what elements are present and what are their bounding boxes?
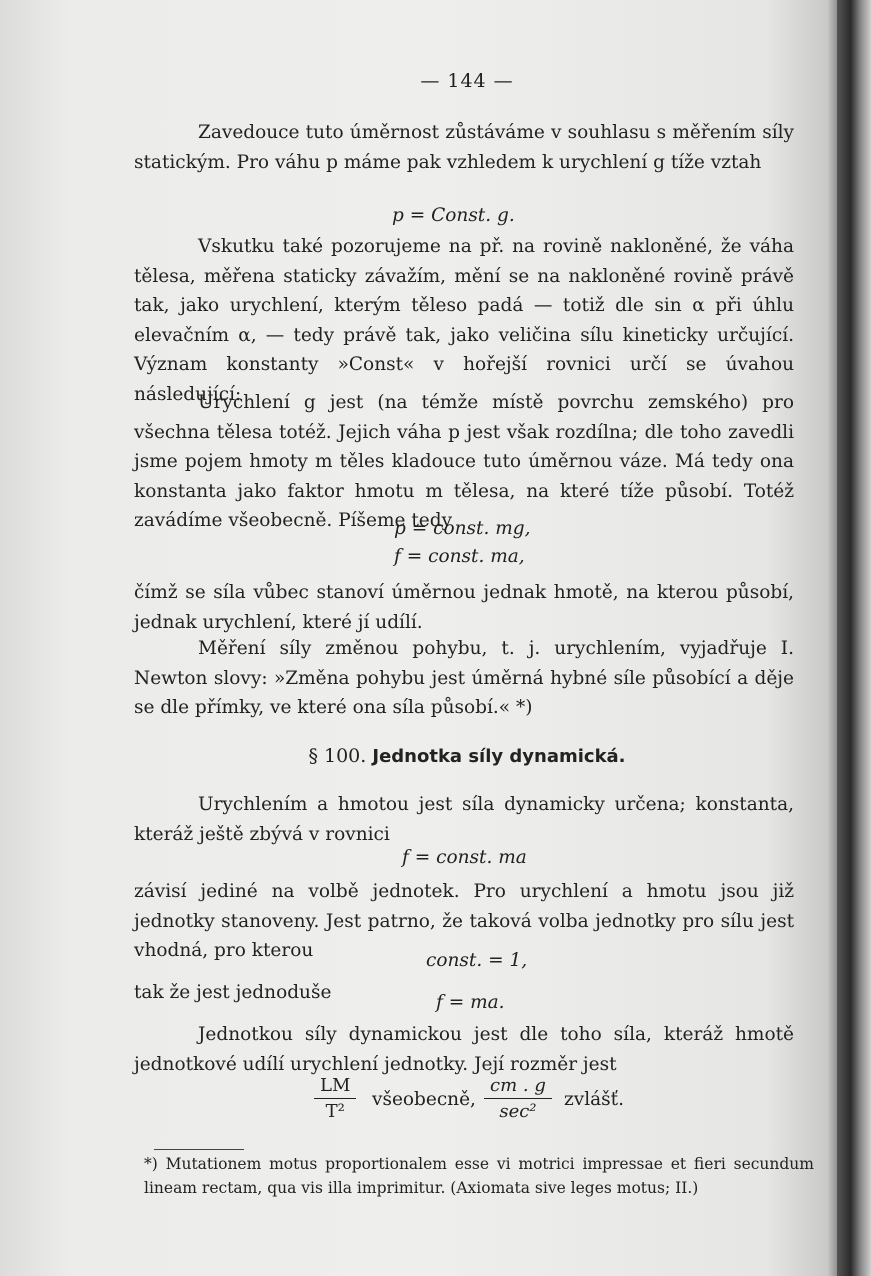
paragraph-6: Urychlením a hmotou jest síla dynamicky určena; konstanta, kteráž ještě zbývá v rovnici xyxy=(134,794,794,845)
equation-4: f = const. ma xyxy=(402,847,527,868)
paragraph-4-block xyxy=(134,578,794,637)
paragraph-5-block xyxy=(134,634,794,723)
paragraph-1-block xyxy=(134,118,794,177)
paragraph-2-block xyxy=(134,232,794,409)
paragraph-1: Zavedouce tuto úměrnost zůstáváme v souhlasu s měřením síly statickým. Pro váhu p máme pak vzhledem k urychlení g tíže vztah xyxy=(134,122,794,173)
section-number: § 100. xyxy=(308,745,367,767)
paragraph-5: Měření síly změnou pohybu, t. j. urychlením, vyjadřuje I. Newton slovy: »Změna pohybu jest úměrná hybné síle působící a děje se dle přímky, ve které ona síla působí.« *) xyxy=(134,638,794,718)
label-specific: zvlášť. xyxy=(564,1089,624,1110)
paragraph-4: čímž se síla vůbec stanoví úměrnou jednak hmotě, na kterou působí, jednak urychlení, které jí udílí. xyxy=(134,582,794,633)
paragraph-3-block xyxy=(134,388,794,536)
label-general: všeobecně, xyxy=(372,1089,476,1110)
paragraph-9-block xyxy=(134,1020,794,1079)
paragraph-7: závisí jediné na volbě jednotek. Pro urychlení a hmotu jsou již jednotky stanoveny. Jest patrno, že taková volba jednotky pro sílu jest vhodná, pro kterou xyxy=(134,881,794,961)
fraction-specific-numerator: cm . g xyxy=(484,1075,552,1099)
paragraph-2: Vskutku také pozorujeme na př. na rovině nakloněné, že váha tělesa, měřena staticky závažím, mění se na nakloněné rovině právě tak, jako urychlení, kterým těleso padá — totiž dle sin α při úhlu elevačním α, — tedy právě tak, jako veličina sílu kineticky určující. Význam konstanty »Const« v hořejší rovnici určí se úvahou následující: xyxy=(134,236,794,405)
equation-1: p = Const. g. xyxy=(392,205,515,226)
footnote-rule xyxy=(154,1149,244,1150)
paragraph-8: tak že jest jednoduše xyxy=(134,982,332,1003)
paragraph-3: Urychlení g jest (na témže místě povrchu zemského) pro všechna tělesa totéž. Jejich váha p jest však rozdílna; dle toho zavedli jsme pojem hmoty m těles kladouce tuto úměrnou váze. Má tedy ona konstanta jako faktor hmotu m tělesa, na které tíže působí. Totéž zavádíme všeobecně. Píšeme tedy xyxy=(134,392,794,531)
footnote: *) Mutationem motus proportionalem esse vi motrici impressae et fieri secundum lineam rectam, qua vis illa imprimitur. (Axiomata sive leges motus; II.) xyxy=(144,1155,814,1197)
page-binding-shadow xyxy=(837,0,871,1276)
equation-6: f = ma. xyxy=(436,992,505,1013)
equation-2: p = const. mg, xyxy=(394,518,531,539)
dimension-formula xyxy=(314,1075,794,1145)
fraction-general xyxy=(314,1075,356,1122)
equation-3: f = const. ma, xyxy=(394,546,525,567)
paragraph-9: Jednotkou síly dynamickou jest dle toho síla, kteráž hmotě jednotkové udílí urychlení jednotky. Její rozměr jest xyxy=(134,1024,794,1075)
fraction-general-numerator: LM xyxy=(314,1075,356,1099)
section-heading xyxy=(134,745,800,767)
page-number: — 144 — xyxy=(420,70,514,92)
equation-5: const. = 1, xyxy=(426,950,528,971)
paragraph-8-block xyxy=(134,978,434,1008)
paragraph-6-block xyxy=(134,790,794,849)
fraction-general-denominator: T² xyxy=(325,1101,345,1122)
section-title: Jednotka síly dynamická. xyxy=(372,746,626,767)
fraction-specific-denominator: sec² xyxy=(499,1101,537,1122)
fraction-specific xyxy=(484,1075,552,1122)
page-content xyxy=(134,0,814,1276)
